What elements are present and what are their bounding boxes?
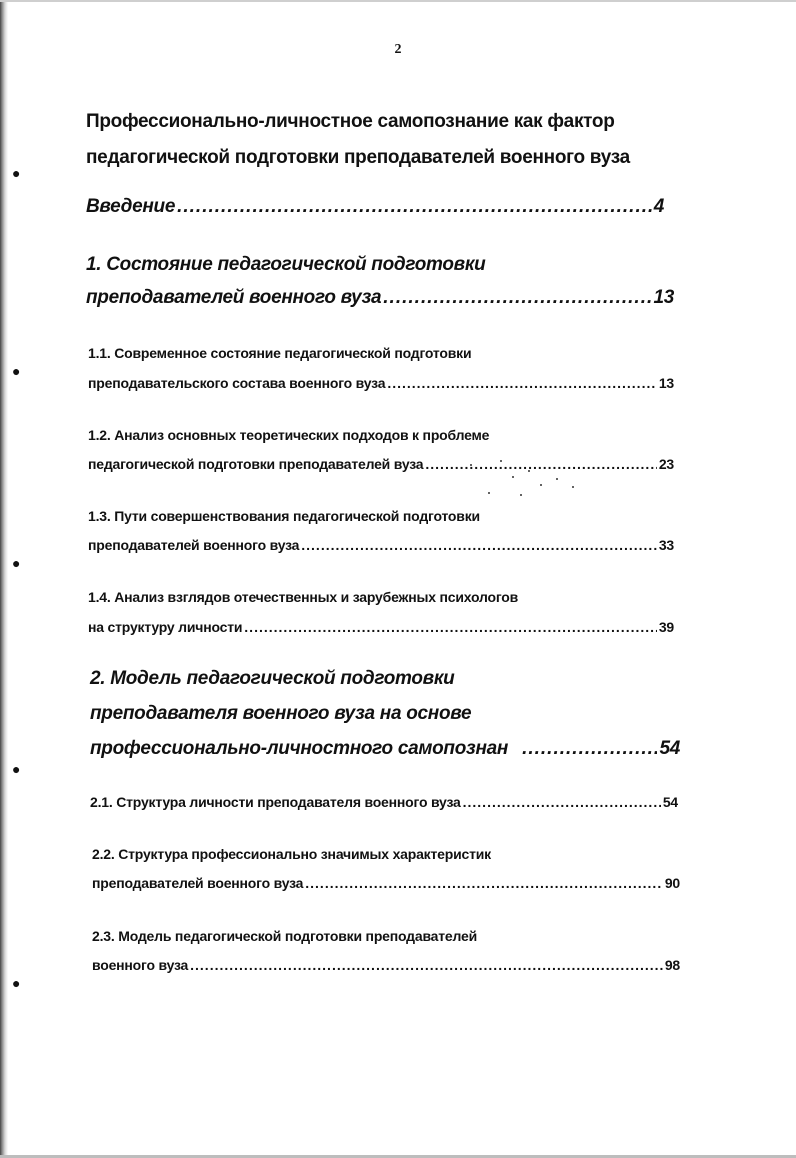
toc-section-2-3-line1[interactable]: 2.3. Модель педагогической подготовки преподавателей (92, 928, 478, 944)
dot-leader (301, 537, 657, 553)
toc-entry-title: преподавателей военного вуза (88, 537, 300, 553)
scan-speck (540, 484, 542, 486)
scan-speck (488, 492, 490, 494)
binder-hole-mark: ● (12, 363, 21, 379)
toc-entry-section-2-2[interactable] (92, 875, 680, 891)
document-title (86, 104, 706, 176)
toc-section-2-2-line1[interactable]: 2.2. Структура профессионально значимых характеристик (92, 846, 491, 862)
toc-page-number: 4 (653, 196, 664, 217)
toc-entry-chapter-2[interactable] (90, 738, 680, 760)
toc-entry-title: преподавателей военного вуза (86, 287, 382, 308)
toc-entry-section-1-4[interactable] (88, 619, 674, 635)
page-number: 2 (394, 42, 402, 57)
binder-hole-mark: ● (12, 165, 21, 181)
toc-entry-introduction[interactable] (86, 196, 664, 218)
dot-leader (305, 875, 663, 891)
dot-leader (522, 738, 657, 760)
scan-speck (572, 486, 574, 488)
scan-speck (470, 464, 472, 466)
toc-entry-section-1-3[interactable] (88, 537, 674, 553)
toc-page-number: 33 (658, 537, 674, 553)
toc-page-number: 54 (659, 738, 680, 759)
binder-hole-mark: ● (12, 761, 21, 777)
toc-section-1-4-line1[interactable]: 1.4. Анализ взглядов отечественных и зарубежных психологов (88, 589, 519, 605)
toc-entry-title: 2.1. Структура личности преподавателя военного вуза (90, 794, 461, 810)
toc-page-number: 54 (662, 794, 678, 810)
toc-entry-title: преподавателей военного вуза (92, 875, 304, 891)
dot-leader (244, 619, 657, 635)
toc-page-number: 39 (658, 619, 674, 635)
toc-page-number: 13 (658, 375, 674, 391)
toc-entry-section-2-3[interactable] (92, 957, 680, 973)
scan-speck (520, 494, 522, 496)
toc-entry-title: преподавательского состава военного вуза (88, 375, 386, 391)
scan-speck (556, 478, 558, 480)
toc-section-1-3-line1[interactable]: 1.3. Пути совершенствования педагогической подготовки (88, 508, 480, 524)
toc-entry-section-1-2[interactable] (88, 456, 674, 472)
binder-hole-mark: ● (12, 975, 21, 991)
scan-speck (512, 476, 514, 478)
title-line: педагогической подготовки преподавателей военного вуза (86, 147, 630, 168)
toc-section-1-2-line1[interactable]: 1.2. Анализ основных теоретических подходов к проблеме (88, 427, 490, 443)
binder-hole-mark: ● (12, 555, 21, 571)
scan-speck (500, 460, 502, 462)
scan-top-edge (0, 0, 796, 2)
dot-leader (383, 287, 651, 309)
toc-entry-section-2-1[interactable] (90, 794, 678, 810)
toc-chapter-1-line1[interactable]: 1. Состояние педагогической подготовки (86, 254, 486, 275)
toc-chapter-2-line1[interactable]: 2. Модель педагогической подготовки (90, 668, 455, 689)
toc-page-number: 23 (658, 456, 674, 472)
toc-entry-title: Введение (86, 196, 176, 217)
toc-entry-title: военного вуза (92, 957, 189, 973)
scan-edge-shadow (0, 0, 8, 1158)
toc-page-number: 98 (664, 957, 680, 973)
toc-entry-title: педагогической подготовки преподавателей вуза (88, 456, 424, 472)
title-line: Профессионально-личностное самопознание как фактор (86, 111, 615, 132)
toc-entry-title: профессионально-личностного самопознан (90, 738, 509, 759)
dot-leader (177, 196, 652, 218)
dot-leader (425, 456, 656, 472)
dot-leader (463, 794, 661, 810)
toc-entry-title: на структуру личности (88, 619, 243, 635)
toc-chapter-2-line2[interactable]: преподавателя военного вуза на основе (90, 703, 472, 724)
toc-page-number: 90 (664, 875, 680, 891)
toc-entry-chapter-1[interactable] (86, 287, 674, 309)
toc-entry-section-1-1[interactable] (88, 375, 674, 391)
toc-page-number: 13 (653, 287, 674, 308)
dot-leader (387, 375, 657, 391)
toc-section-1-1-line1[interactable]: 1.1. Современное состояние педагогической подготовки (88, 345, 472, 361)
scan-speck (528, 470, 530, 472)
dot-leader (190, 957, 663, 973)
